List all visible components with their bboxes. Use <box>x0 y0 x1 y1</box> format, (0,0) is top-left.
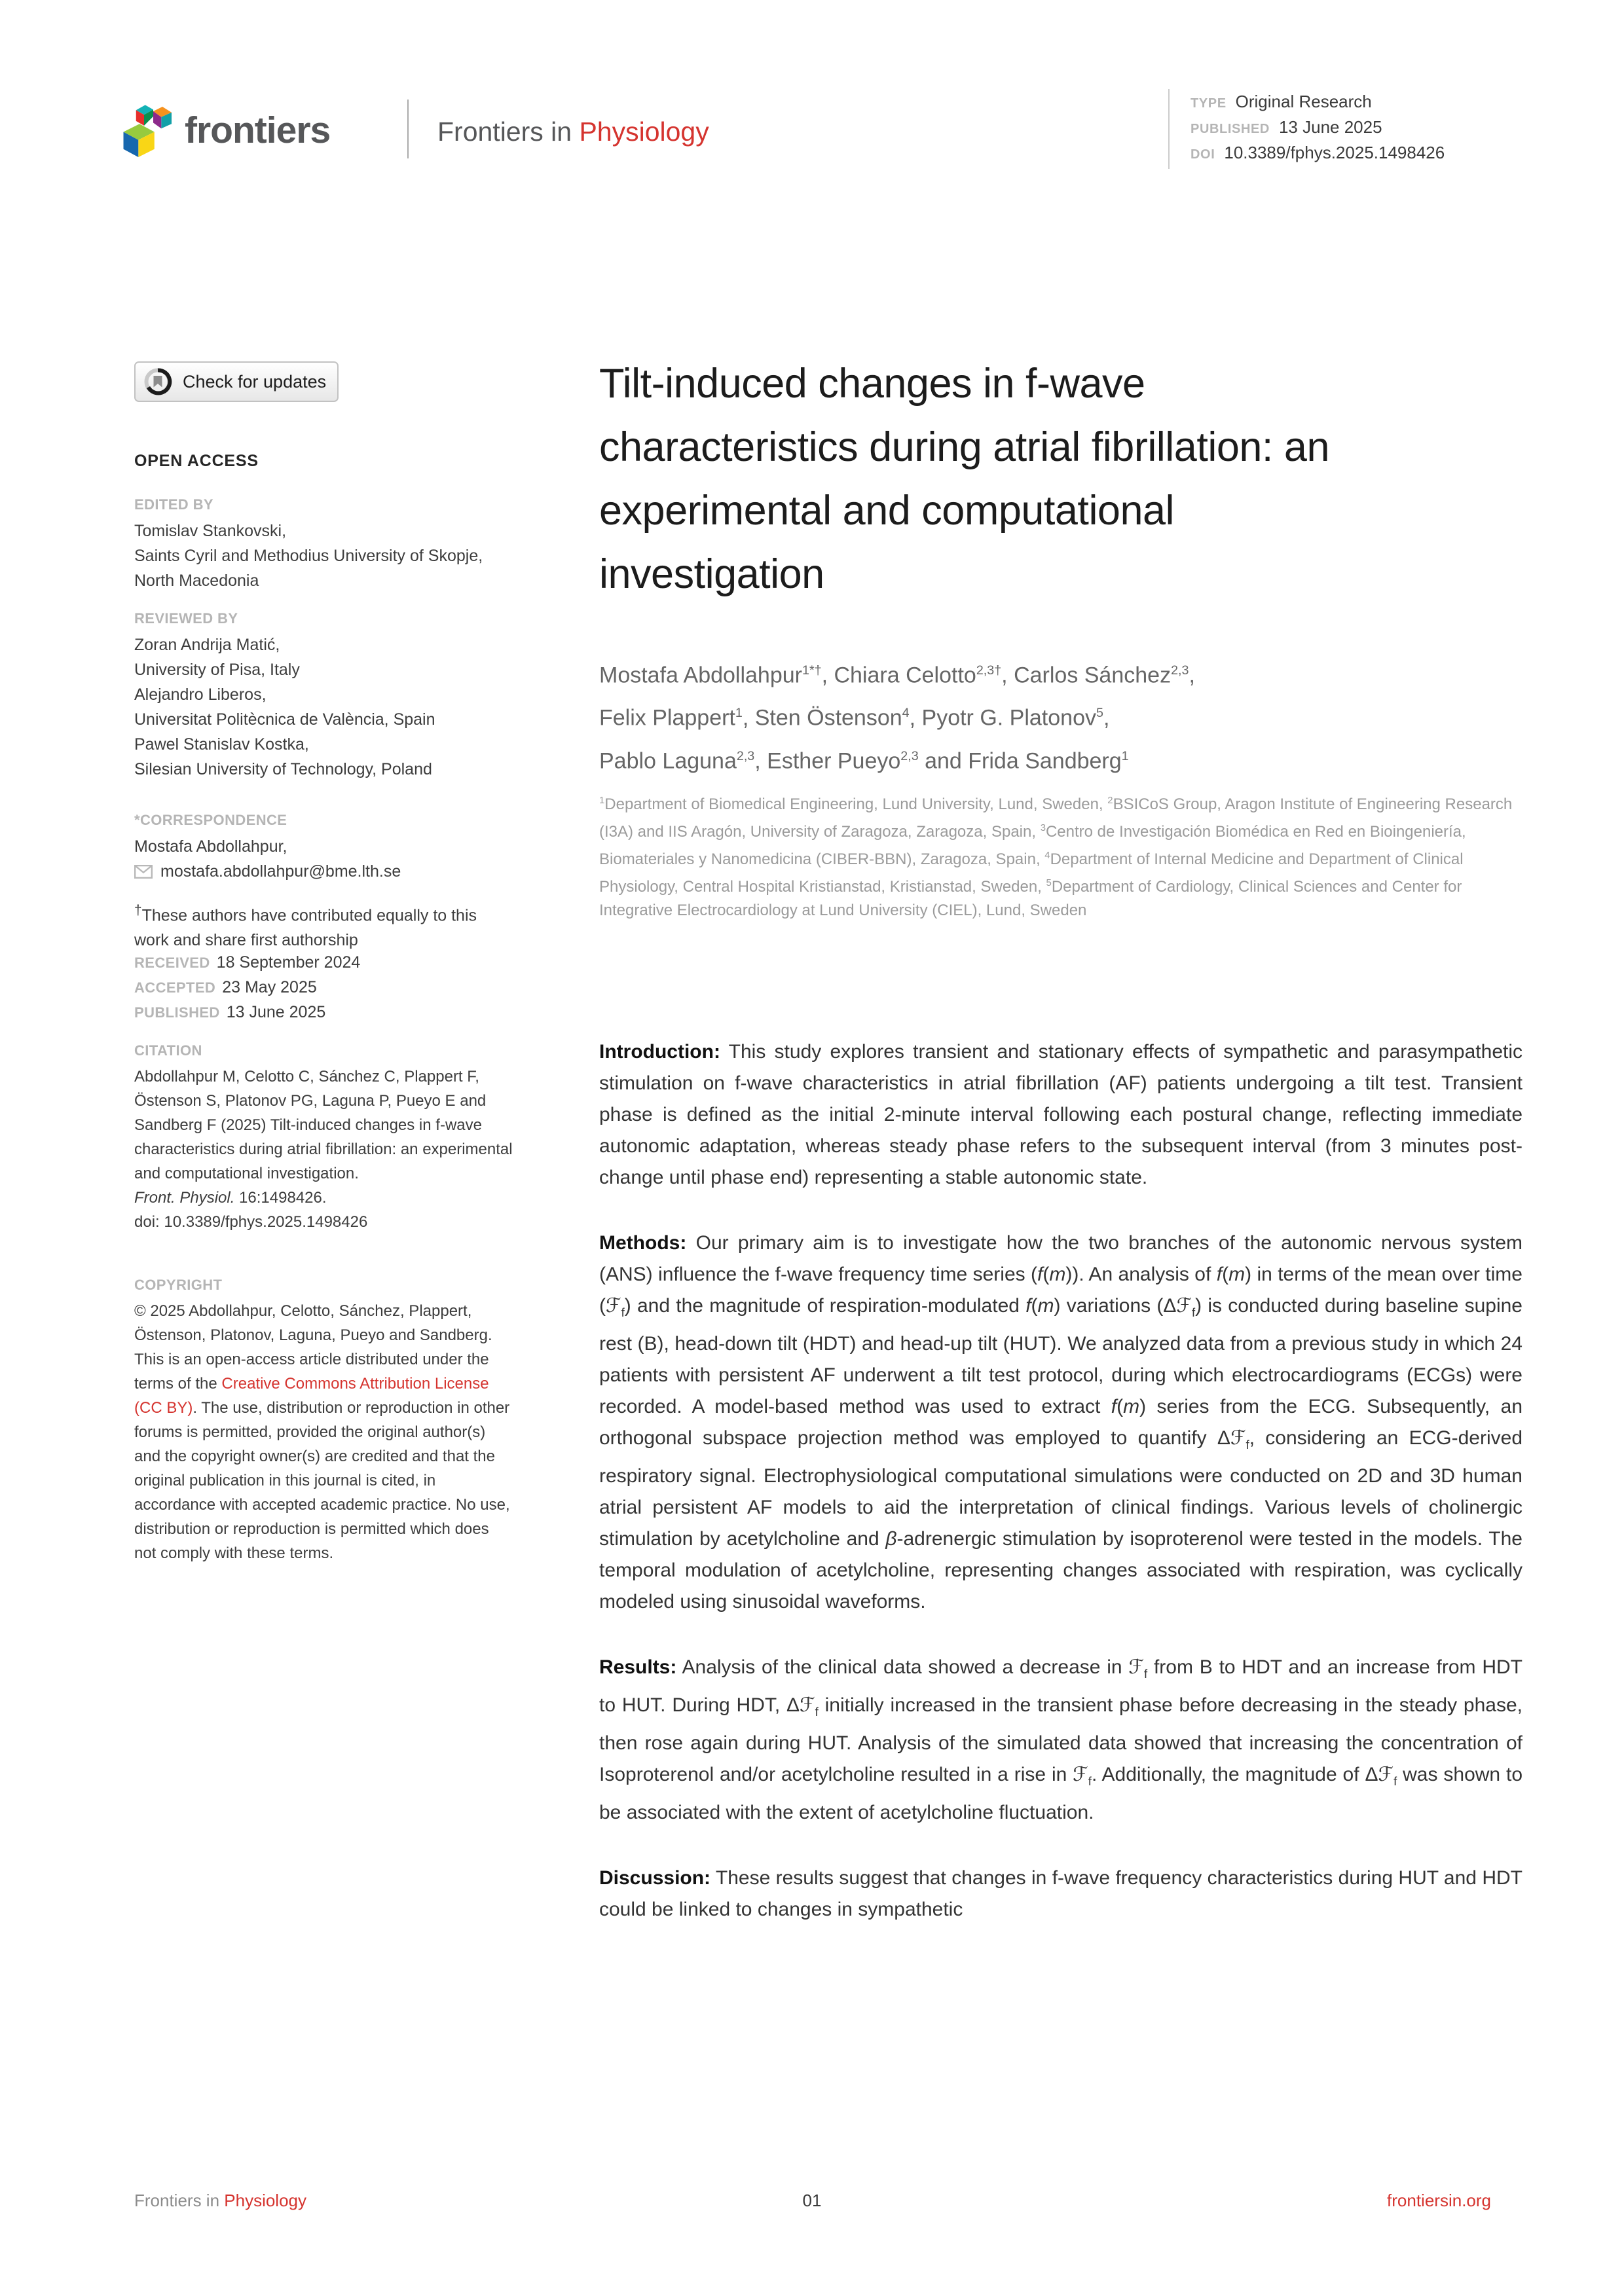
journal-name-prefix: Frontiers in <box>437 117 580 147</box>
footer-journal-name: Physiology <box>224 2191 306 2210</box>
correspondence-label: *CORRESPONDENCE <box>134 812 287 828</box>
meta-type-label: TYPE <box>1190 96 1227 111</box>
footer-page-number: 01 <box>802 2191 822 2210</box>
accepted-label: ACCEPTED <box>134 979 216 996</box>
published-row <box>134 1003 514 1028</box>
meta-published-row <box>1190 117 1445 143</box>
equal-contribution-note: †These authors have contributed equally to this work and share first authorship <box>134 903 477 950</box>
reviewed-by-label: REVIEWED BY <box>134 610 238 627</box>
received-label: RECEIVED <box>134 955 210 971</box>
meta-doi-row <box>1190 143 1445 168</box>
envelope-icon <box>134 865 153 879</box>
meta-published-label: PUBLISHED <box>1190 122 1270 136</box>
published-value: 13 June 2025 <box>226 1003 326 1021</box>
citation-text: Abdollahpur M, Celotto C, Sánchez C, Plappert F, Östenson S, Platonov PG, Laguna P, Pueyo E and Sandberg F (2025) Tilt-induced changes in f-wave characteristics during atrial fibrillation: an experimental and computational investigation. Front. Physiol. 16:1498426. doi: 10.3389/fphys.2025.1498426 <box>134 1068 513 1231</box>
crossmark-icon <box>143 367 172 396</box>
journal-name-physiology: Physiology <box>579 117 709 147</box>
reviewed-by-text: Zoran Andrija Matić, University of Pisa, Italy Alejandro Liberos, Universitat Politècnica de València, Spain Pawel Stanislav Kostka, Silesian University of Technology, Poland <box>134 636 435 778</box>
meta-divider-rule <box>1168 89 1170 169</box>
journal-name <box>437 117 709 147</box>
meta-doi-label: DOI <box>1190 147 1215 162</box>
abstract-discussion: Discussion: These results suggest that changes in f-wave frequency characteristics during HUT and HDT could be linked to changes in sympathetic <box>599 1867 1522 1920</box>
header-divider <box>407 100 409 158</box>
check-for-updates-button[interactable] <box>134 361 339 402</box>
article-meta <box>1190 92 1445 168</box>
abstract-introduction: Introduction: This study explores transient and stationary effects of sympathetic and parasympathetic stimulation on f-wave characteristics in atrial fibrillation (AF) patients undergoing a tilt test. Transient phase is defined as the initial 2-minute interval following each postural change, reflecting immediate autonomic adaptation, whereas steady phase refers to the subsequent interval (from 3 minutes post-change until phase end) representing a stable autonomic state. <box>599 1041 1522 1188</box>
correspondence-email-link[interactable] <box>134 859 514 884</box>
meta-published-value: 13 June 2025 <box>1278 117 1382 137</box>
citation-label: CITATION <box>134 1042 202 1059</box>
meta-type-value: Original Research <box>1235 92 1372 111</box>
correspondence-name: Mostafa Abdollahpur, <box>134 837 287 856</box>
footer-journal-prefix: Frontiers in <box>134 2191 225 2210</box>
copyright-label: COPYRIGHT <box>134 1277 223 1293</box>
copyright-text: © 2025 Abdollahpur, Celotto, Sánchez, Plappert, Östenson, Platonov, Laguna, Pueyo and Sandberg. This is an open-access article distributed under the terms of the Creative Commons Attribution License (CC BY). The use, distribution or reproduction in other forums is permitted, provided the original author(s) and the copyright owner(s) are credited and that the original publication in this journal is cited, in accordance with accepted academic practice. No use, distribution or reproduction is permitted which does not comply with these terms. <box>134 1302 510 1562</box>
meta-type-row <box>1190 92 1445 117</box>
abstract-methods: Methods: Our primary aim is to investigate how the two branches of the autonomic nervous system (ANS) influence the f-wave frequency time series (f(m)). An analysis of f(m) in terms of the mean over time (ℱ$_f$) and the magnitude of respiration-modulated f(m) variations (Δℱ$_f$) is conducted during baseline supine rest (B), head-down tilt (HDT) and head-up tilt (HUT). We analyzed data from a previous study in which 24 patients with persistent AF underwent a tilt test protocol, during which electrocardiograms (ECGs) were recorded. A model-based method was used to extract f(m) series from the ECG. Subsequently, an orthogonal subspace projection method was employed to quantify Δℱ$_f$, considering an ECG-derived respiratory signal. Electrophysiological computational simulations were conducted on 2D and 3D human atrial persistent AF models to aid the interpretation of clinical findings. Various levels of cholinergic stimulation by acetylcholine and β-adrenergic stimulation by isoproterenol were tested in the models. The temporal modulation of acetylcholine, representing changes associated with respiration, was cyclically modeled using sinusoidal waveforms. <box>599 1232 1523 1613</box>
open-access-label: OPEN ACCESS <box>134 452 259 470</box>
received-value: 18 September 2024 <box>216 953 361 972</box>
check-for-updates-label: Check for updates <box>183 371 327 392</box>
edited-by-text: Tomislav Stankovski, Saints Cyril and Methodius University of Skopje, North Macedonia <box>134 522 483 590</box>
edited-by-label: EDITED BY <box>134 496 213 513</box>
accepted-row <box>134 978 514 1003</box>
received-row <box>134 953 514 978</box>
abstract-section <box>599 1036 1522 1959</box>
abstract-results: Results: Analysis of the clinical data showed a decrease in ℱ$_f$ from B to HDT and an increase from HDT to HUT. During HDT, Δℱ$_f$ initially increased in the transient phase before decreasing in the steady phase, then rose again during HUT. Analysis of the simulated data showed that increasing the concentration of Isoproterenol and/or acetylcholine resulted in a rise in ℱ$_f$. Additionally, the magnitude of Δℱ$_f$ was shown to be associated with the extent of acetylcholine fluctuation. <box>599 1656 1523 1823</box>
frontiers-logo-icon <box>120 102 177 166</box>
meta-doi-value[interactable]: 10.3389/fphys.2025.1498426 <box>1224 143 1445 162</box>
article-affiliations: $^1$Department of Biomedical Engineering, Lund University, Lund, Sweden, $^2$BSICoS Group, Aragon Institute of Engineering Research (I3A) and IIS Aragón, University of Zaragoza, Zaragoza, Spain, $^3$Centro de Investigación Biomédica en Red en Bioingeniería, Biomateriales y Nanomedicina (CIBER-BBN), Zaragoza, Spain, $^4$Department of Internal Medicine and Department of Clinical Physiology, Central Hospital Kristianstad, Kristianstad, Sweden, $^5$Department of Cardiology, Clinical Sciences and Center for Integrative Electrocardiology at Lund University (CIEL), Lund, Sweden <box>599 795 1513 919</box>
article-authors: Mostafa Abdollahpur$^{1*\dagger}$, Chiara Celotto$^{2,3\dagger}$, Carlos Sánchez$^{2,3}$, Felix Plappert$^1$, Sten Östenson$^4$, Pyotr G. Platonov$^5$, Pablo Laguna$^{2,3}$, Esther Pueyo$^{2,3}$ and Frida Sandberg$^1$ <box>599 663 1195 773</box>
accepted-value: 23 May 2025 <box>222 978 317 996</box>
correspondence-email-text: mostafa.abdollahpur@bme.lth.se <box>160 862 401 881</box>
published-label: PUBLISHED <box>134 1004 220 1021</box>
article-title: Tilt-induced changes in f-wave characteristics during atrial fibrillation: an experimental and computational investigation <box>599 361 1329 597</box>
footer-site-link[interactable]: frontiersin.org <box>1387 2191 1491 2210</box>
frontiers-logotype: frontiers <box>185 109 331 151</box>
article-dates <box>134 953 514 1028</box>
